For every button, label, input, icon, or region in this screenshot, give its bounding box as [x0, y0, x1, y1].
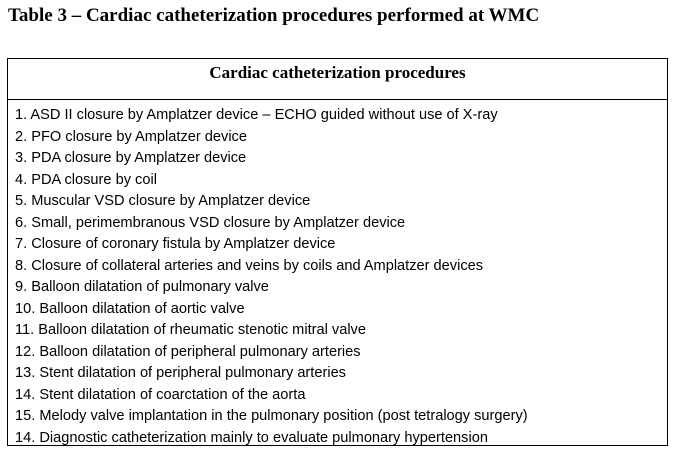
list-item: 12. Balloon dilatation of peripheral pulmonary arteries [15, 343, 361, 360]
list-item: 11. Balloon dilatation of rheumatic stenotic mitral valve [15, 322, 366, 338]
list-item: 5. Muscular VSD closure by Amplatzer device [15, 193, 311, 209]
table-header: Cardiac catheterization procedures [8, 59, 667, 100]
list-item: 4. PDA closure by coil [15, 171, 157, 188]
procedures-table [7, 58, 668, 446]
table-caption: Table 3 – Cardiac catheterization procedures performed at WMC [8, 5, 540, 26]
list-item: 2. PFO closure by Amplatzer device [15, 128, 247, 145]
list-item: 9. Balloon dilatation of pulmonary valve [15, 279, 269, 295]
procedures-list [15, 105, 663, 449]
list-item: 13. Stent dilatation of peripheral pulmonary arteries [15, 365, 346, 381]
list-item: 10. Balloon dilatation of aortic valve [15, 300, 245, 317]
list-item: 8. Closure of collateral arteries and veins by coils and Amplatzer devices [15, 257, 484, 274]
list-item: 14. Stent dilatation of coarctation of the aorta [15, 386, 306, 403]
list-item: 3. PDA closure by Amplatzer device [15, 150, 247, 166]
list-item: 6. Small, perimembranous VSD closure by Amplatzer device [15, 214, 406, 231]
list-item: 1. ASD II closure by Amplatzer device – ECHO guided without use of X-ray [15, 107, 498, 123]
list-item: 14. Diagnostic catheterization mainly to evaluate pulmonary hypertension [15, 429, 488, 446]
list-item: 15. Melody valve implantation in the pulmonary position (post tetralogy surgery) [15, 408, 528, 424]
list-item: 7. Closure of coronary fistula by Amplatzer device [15, 236, 336, 252]
